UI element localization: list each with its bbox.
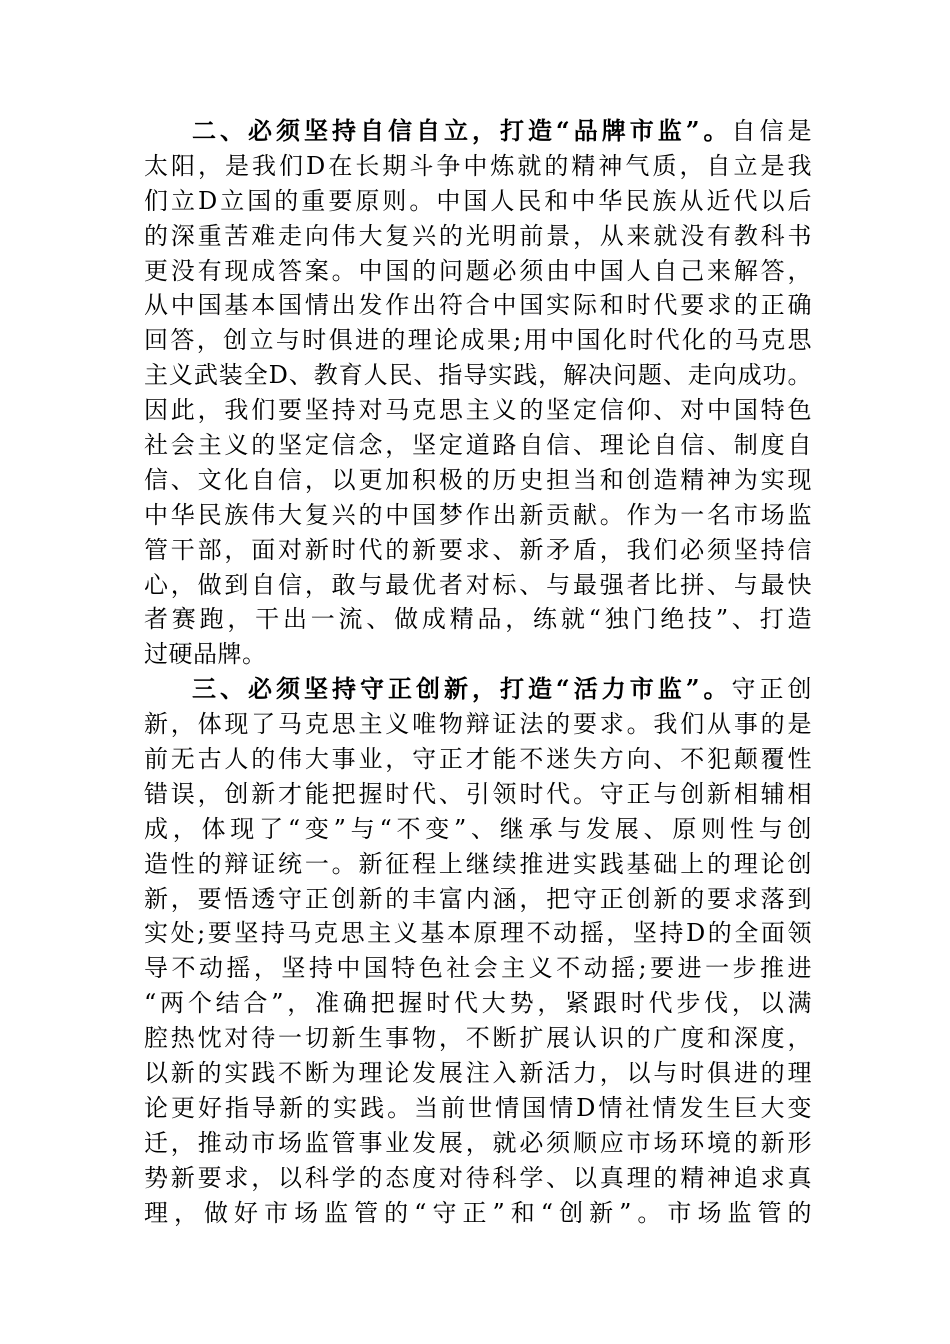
text-line: 回答，创立与时俱进的理论成果;用中国化时代化的马克思 [144, 326, 812, 355]
text-line: 新，要悟透守正创新的丰富内涵，把守正创新的要求落到 [144, 884, 812, 913]
text-line: 腔热忱对待一切新生事物，不断扩展认识的广度和深度， [144, 1024, 812, 1053]
text-line: 们立D立国的重要原则。中国人民和中华民族从近代以后 [144, 186, 812, 215]
text-line: 主义武装全D、教育人民、指导实践，解决问题、走向成功。 [144, 361, 812, 390]
text-line: 社会主义的坚定信念，坚定道路自信、理论自信、制度自 [144, 431, 812, 460]
text-line: 的深重苦难走向伟大复兴的光明前景，从来就没有教科书 [144, 221, 812, 250]
text-line: 信、文化自信，以更加积极的历史担当和创造精神为实现 [144, 465, 812, 494]
text-line: 成，体现了“变”与“不变”、继承与发展、原则性与创 [144, 814, 812, 843]
text-line: 造性的辩证统一。新征程上继续推进实践基础上的理论创 [144, 849, 812, 878]
text-line: 理，做好市场监管的“守正”和“创新”。市场监管的 [144, 1198, 812, 1227]
text-line: 前无古人的伟大事业，守正才能不迷失方向、不犯颠覆性 [144, 745, 812, 774]
section-2-line-0: 自信是 [731, 117, 812, 145]
text-line: 实处;要坚持马克思主义基本原理不动摇，坚持D的全面领 [144, 919, 812, 948]
text-line: 以新的实践不断为理论发展注入新活力，以与时俱进的理 [144, 1059, 812, 1088]
section-2-first-line [144, 114, 812, 149]
text-line: 中华民族伟大复兴的中国梦作出新贡献。作为一名市场监 [144, 500, 812, 529]
text-line: 导不动摇，坚持中国特色社会主义不动摇;要进一步推进 [144, 954, 812, 983]
section-3-line-0: 守正创 [731, 675, 812, 704]
text-line: 管干部，面对新时代的新要求、新矛盾，我们必须坚持信 [144, 535, 812, 564]
text-line: 更没有现成答案。中国的问题必须由中国人自己来解答， [144, 256, 812, 285]
document-body [144, 114, 812, 1231]
text-line: 过硬品牌。 [144, 640, 267, 669]
text-line: 势新要求，以科学的态度对待科学、以真理的精神追求真 [144, 1163, 812, 1192]
text-line: 迁，推动市场监管事业发展，就必须顺应市场环境的新形 [144, 1128, 812, 1157]
text-line: 错误，创新才能把握时代、引领时代。守正与创新相辅相 [144, 779, 812, 808]
text-line: “两个结合”，准确把握时代大势，紧跟时代步伐，以满 [144, 989, 812, 1018]
section-3-heading: 三、必须坚持守正创新，打造“活力市监”。 [192, 674, 732, 704]
text-line: 者赛跑，干出一流、做成精品，练就“独门绝技”、打造 [144, 605, 812, 634]
section-3-first-line [144, 672, 812, 707]
text-line: 从中国基本国情出发作出符合中国实际和时代要求的正确 [144, 291, 812, 320]
text-line: 新，体现了马克思主义唯物辩证法的要求。我们从事的是 [144, 710, 812, 739]
text-line: 心，做到自信，敢与最优者对标、与最强者比拼、与最快 [144, 570, 812, 599]
section-2-heading: 二、必须坚持自信自立，打造“品牌市监”。 [192, 116, 732, 145]
text-line: 太阳，是我们D在长期斗争中炼就的精神气质，自立是我 [144, 151, 812, 180]
text-line: 论更好指导新的实践。当前世情国情D情社情发生巨大变 [144, 1093, 812, 1122]
text-line: 因此，我们要坚持对马克思主义的坚定信仰、对中国特色 [144, 396, 812, 425]
